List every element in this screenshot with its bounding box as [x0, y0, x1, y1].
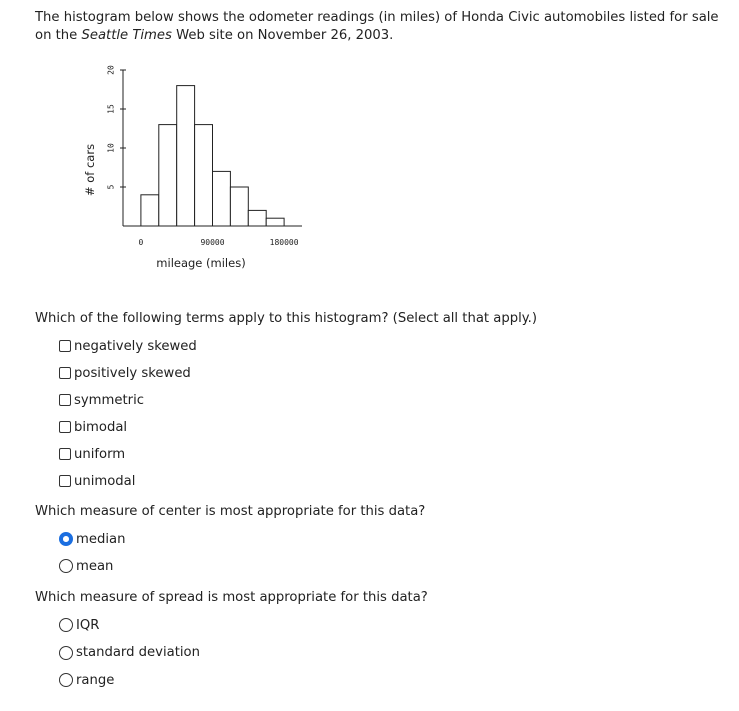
y-tick-label: 5: [106, 184, 116, 190]
option-label: unimodal: [74, 473, 136, 489]
x-tick-label: 0: [138, 238, 144, 247]
x-axis-label: mileage (miles): [156, 256, 246, 270]
terms-option-positively-skewed[interactable]: [59, 365, 191, 381]
terms-option-negatively-skewed[interactable]: [59, 338, 197, 354]
histogram-bar-5: [213, 171, 231, 226]
intro-source: Seattle Times: [81, 28, 172, 43]
option-label: range: [76, 672, 115, 688]
option-label: bimodal: [74, 419, 128, 435]
spread-option-iqr[interactable]: [59, 617, 99, 633]
terms-question: Which of the following terms apply to this histogram? (Select all that apply.): [35, 311, 538, 326]
y-tick-label: 15: [106, 104, 116, 114]
checkbox[interactable]: [59, 421, 71, 433]
x-axis-ticks: [138, 238, 298, 247]
histogram-bar-8: [266, 218, 284, 226]
histogram-bar-7: [248, 210, 266, 226]
x-tick-label: 90000: [200, 238, 225, 247]
checkbox[interactable]: [59, 475, 71, 487]
y-axis-label: # of cars: [83, 143, 97, 197]
center-option-mean[interactable]: [59, 558, 113, 574]
histogram-bar-3: [177, 86, 195, 226]
radio-button[interactable]: [59, 646, 73, 660]
y-tick-label: 10: [106, 143, 116, 153]
radio-button[interactable]: [59, 618, 73, 632]
problem-intro: [35, 9, 730, 45]
histogram-bars: [141, 86, 284, 226]
checkbox[interactable]: [59, 367, 71, 379]
option-label: mean: [76, 558, 114, 574]
option-label: uniform: [74, 446, 126, 462]
radio-button[interactable]: [59, 673, 73, 687]
terms-option-unimodal[interactable]: [59, 473, 135, 489]
terms-option-uniform[interactable]: [59, 446, 125, 462]
center-option-median[interactable]: [59, 531, 125, 547]
checkbox[interactable]: [59, 448, 71, 460]
option-label: IQR: [76, 617, 100, 633]
histogram-bar-1: [141, 195, 159, 226]
histogram-bar-6: [230, 187, 248, 226]
radio-button[interactable]: [59, 532, 73, 546]
y-tick-label: 20: [106, 65, 116, 75]
terms-option-bimodal[interactable]: [59, 419, 127, 435]
checkbox[interactable]: [59, 340, 71, 352]
option-label: median: [76, 531, 126, 547]
option-label: symmetric: [74, 392, 144, 408]
intro-text-2: Web site on November 26, 2003.: [171, 28, 394, 43]
center-question: Which measure of center is most appropriate for this data?: [35, 504, 426, 519]
histogram-bar-4: [195, 125, 213, 226]
radio-button[interactable]: [59, 559, 73, 573]
option-label: negatively skewed: [74, 338, 197, 354]
checkbox[interactable]: [59, 394, 71, 406]
spread-option-standard-deviation[interactable]: [59, 645, 200, 661]
intro-text-1: The histogram below shows the odometer readings (in miles) of Honda Civic automobiles listed for sale on the: [35, 10, 719, 43]
histogram-bar-2: [159, 125, 177, 226]
mileage-histogram: [80, 58, 320, 273]
x-tick-label: 180000: [269, 238, 299, 247]
option-label: standard deviation: [76, 645, 200, 660]
spread-question: Which measure of spread is most appropriate for this data?: [35, 590, 428, 605]
spread-option-range[interactable]: [59, 672, 114, 688]
terms-option-symmetric[interactable]: [59, 392, 144, 408]
option-label: positively skewed: [74, 365, 191, 381]
